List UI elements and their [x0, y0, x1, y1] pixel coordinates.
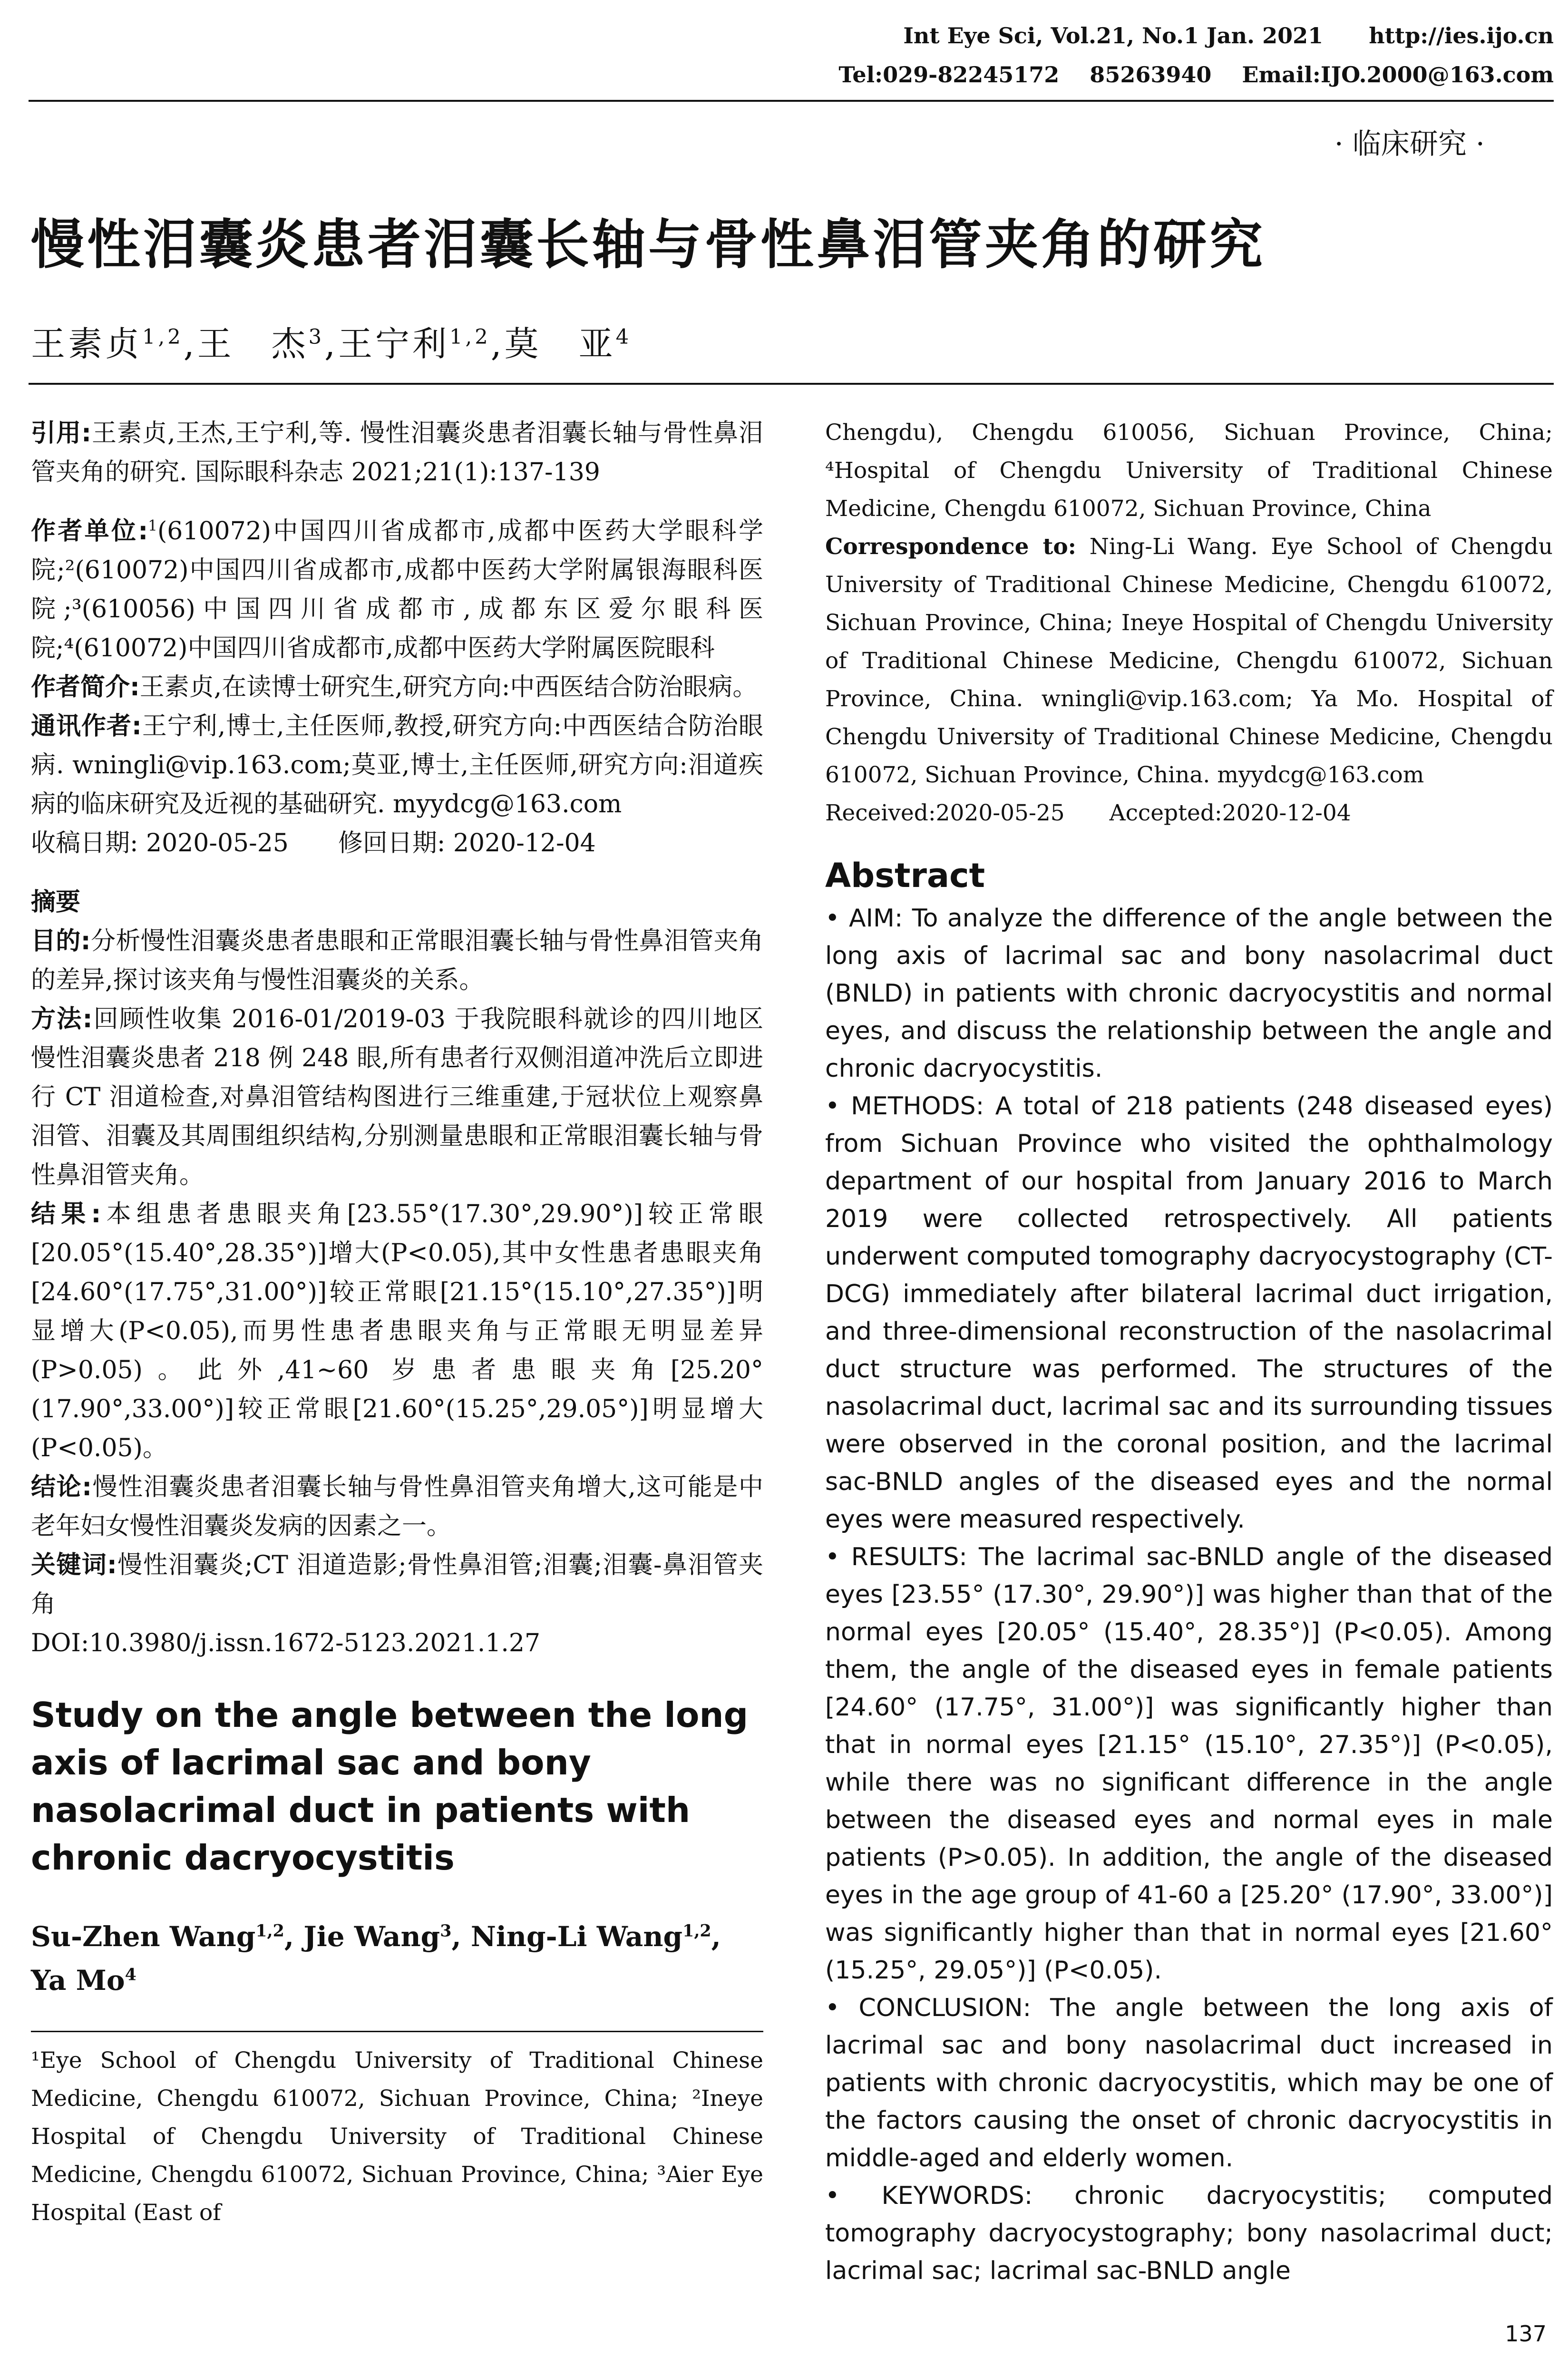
author-zh: 王宁利 — [338, 324, 449, 364]
abstract-methods-zh: 方法:回顾性收集 2016-01/2019-03 于我院眼科就诊的四川地区慢性泪囊炎患者 218 例 248 眼,所有患者行双侧泪道冲洗后立即进行 CT 泪道检查,对鼻泪管结构图进行三维重建,于冠状位上观察鼻泪管、泪囊及其周围组织结构,分别测量患眼和正常眼泪囊长轴与骨性鼻泪管夹角。 — [31, 1005, 764, 1189]
page-number: 137 — [1505, 2321, 1547, 2347]
abstract-conclusion-en: • CONCLUSION: The angle between the long axis of lacrimal sac and bony nasolacrimal duct increased in patients with chronic dacryocystitis, which may be one of the factors causing the onset of chronic dacryocystitis in middle-aged and elderly women. — [825, 1994, 1553, 2172]
author-zh: 莫 亚 — [504, 324, 616, 364]
dates-zh: 收稿日期: 2020-05-25 修回日期: 2020-12-04 — [31, 829, 596, 857]
affiliations-en: ¹Eye School of Chengdu University of Traditional Chinese Medicine, Chengdu 610072, Sichuan Province, China; ²Ineye Hospital of Chengdu University of Traditional Chinese Medicine, Chengdu 610072, Sichuan Province, China; ³Aier Eye Hospital (East of — [31, 2047, 763, 2226]
keywords-zh: 关键词:慢性泪囊炎;CT 泪道造影;骨性鼻泪管;泪囊;泪囊-鼻泪管夹角 — [31, 1551, 764, 1618]
authors-en: Su-Zhen Wang$^{1,2}$, Jie Wang$^3$, Ning-Li Wang$^{1,2}$, Ya Mo$^4$ — [31, 1920, 721, 1997]
keywords-en: • KEYWORDS: chronic dacryocystitis; computed tomography dacryocystography; bony nasolacrimal duct; lacrimal sac; lacrimal sac-BNLD angle — [825, 2182, 1553, 2285]
title-rule — [29, 383, 1554, 385]
left-column — [31, 414, 763, 2232]
abstract-heading-zh: 摘要 — [31, 888, 81, 916]
header-rule — [29, 100, 1554, 102]
author-affiliation: 4 — [615, 325, 632, 349]
correspondence-en: Correspondence to: Ning-Li Wang. Eye School of Chengdu University of Traditional Chinese Medicine, Chengdu 610072, Sichuan Province, China; Ineye Hospital of Chengdu University of Traditional Chinese Medicine, Chengdu 610072, Sichuan Province, China. wningli@vip.163.com; Ya Mo. Hospital of Chengdu University of Traditional Chinese Medicine, Chengdu 610072, Sichuan Province, China. myydcg@163.com — [825, 534, 1553, 788]
abstract-results-zh: 结果:本组患者患眼夹角[23.55°(17.30°,29.90°)]较正常眼[20.05°(15.40°,28.35°)]增大(P<0.05),其中女性患者患眼夹角[24.60°(17.75°,31.00°)]较正常眼[21.15°(15.10°,27.35°)]明显增大(P<0.05),而男性患者患眼夹角与正常眼无明显差异(P>0.05)。此外,41~60 岁患者患眼夹角[25.20°(17.90°,33.00°)]较正常眼[21.60°(15.25°,29.05°)]明显增大(P<0.05)。 — [31, 1200, 764, 1462]
abstract-results-en: • RESULTS: The lacrimal sac-BNLD angle of the diseased eyes [23.55° (17.30°, 29.90°)] was higher than that of the normal eyes [20.05° (15.40°, 28.35°)] (P<0.05). Among them, the angle of the diseased eyes in female patients [24.60° (17.75°, 31.00°)] was significantly higher than that in normal eyes [21.15° (15.10°, 27.35°)] (P<0.05), while there was no significant difference in the angle between the diseased eyes and normal eyes in male patients (P>0.05). In addition, the angle of the diseased eyes in the age group of 41-60 a [25.20° (17.90°, 33.00°)] was significantly higher than that in normal eyes [21.60° (15.25°, 29.05°)] (P<0.05). — [825, 1543, 1553, 1985]
abstract-heading-en: Abstract — [825, 856, 985, 895]
article-title-zh: 慢性泪囊炎患者泪囊长轴与骨性鼻泪管夹角的研究 — [31, 214, 1266, 276]
right-column — [825, 414, 1553, 2290]
corresponding-author-zh: 通讯作者:王宁利,博士,主任医师,教授,研究方向:中西医结合防治眼病. wningli@vip.163.com;莫亚,博士,主任医师,研究方向:泪道疾病的临床研究及近视的基础研究. myydcg@163.com — [31, 712, 764, 818]
journal-header-line2: Tel:029-82245172 85263940 Email:IJO.2000@163.com — [838, 62, 1554, 88]
author-affiliation: 1,2 — [449, 325, 491, 349]
author-zh: 王 杰 — [197, 324, 309, 364]
affiliations-en-continued: Chengdu), Chengdu 610056, Sichuan Province, China; ⁴Hospital of Chengdu University of Traditional Chinese Medicine, Chengdu 610072, Sichuan Province, China — [825, 419, 1553, 522]
author-affiliation: 3 — [308, 325, 325, 349]
citation: 引用:王素贞,王杰,王宁利,等. 慢性泪囊炎患者泪囊长轴与骨性鼻泪管夹角的研究. 国际眼科杂志 2021;21(1):137-139 — [31, 419, 764, 487]
received-accepted: Received:2020-05-25 Accepted:2020-12-04 — [825, 800, 1351, 826]
abstract-methods-en: • METHODS: A total of 218 patients (248 diseased eyes) from Sichuan Province who visited the ophthalmology department of our hospital from January 2016 to March 2019 were collected retrospectively. All patients underwent computed tomography dacryocystography (CT-DCG) immediately after bilateral lacrimal duct irrigation, and three-dimensional reconstruction of the nasolacrimal duct structure was performed. The structures of the nasolacrimal duct, lacrimal sac and its surrounding tissues were observed in the coronal position, and the lacrimal sac-BNLD angles of the diseased eyes and the normal eyes were measured respectively. — [825, 1092, 1553, 1534]
footnote-rule — [31, 2031, 763, 2032]
doi: DOI:10.3980/j.issn.1672-5123.2021.1.27 — [31, 1629, 541, 1657]
section-label: · 临床研究 · — [1334, 127, 1485, 161]
author-zh: 王素贞 — [31, 324, 143, 364]
abstract-aim-en: • AIM: To analyze the difference of the angle between the long axis of lacrimal sac and bony nasolacrimal duct (BNLD) in patients with chronic dacryocystitis and normal eyes, and discuss the relationship between the angle and chronic dacryocystitis. — [825, 904, 1553, 1083]
author-bio: 作者简介:王素贞,在读博士研究生,研究方向:中西医结合防治眼病。 — [31, 673, 758, 701]
affiliations-zh: 作者单位:$^1$(610072)中国四川省成都市,成都中医药大学眼科学院;²(610072)中国四川省成都市,成都中医药大学附属银海眼科医院;³(610056)中国四川省成都市,成都东区爱尔眼科医院;⁴(610072)中国四川省成都市,成都中医药大学附属医院眼科 — [31, 517, 764, 662]
abstract-conclusion-zh: 结论:慢性泪囊炎患者泪囊长轴与骨性鼻泪管夹角增大,这可能是中老年妇女慢性泪囊炎发病的因素之一。 — [31, 1473, 763, 1540]
article-title-en: Study on the angle between the long axis of lacrimal sac and bony nasolacrimal duct in patients with chronic dacryocystitis — [31, 1695, 749, 1878]
author-affiliation: 1,2 — [142, 325, 184, 349]
abstract-aim-zh: 目的:分析慢性泪囊炎患者患眼和正常眼泪囊长轴与骨性鼻泪管夹角的差异,探讨该夹角与慢性泪囊炎的关系。 — [31, 927, 763, 994]
journal-header-line1: Int Eye Sci, Vol.21, No.1 Jan. 2021 http://ies.ijo.cn — [903, 23, 1554, 49]
authors-zh: 王素贞$^{1,2}$,王 杰$^3$,王宁利$^{1,2}$,莫 亚$^4$ — [31, 324, 632, 364]
